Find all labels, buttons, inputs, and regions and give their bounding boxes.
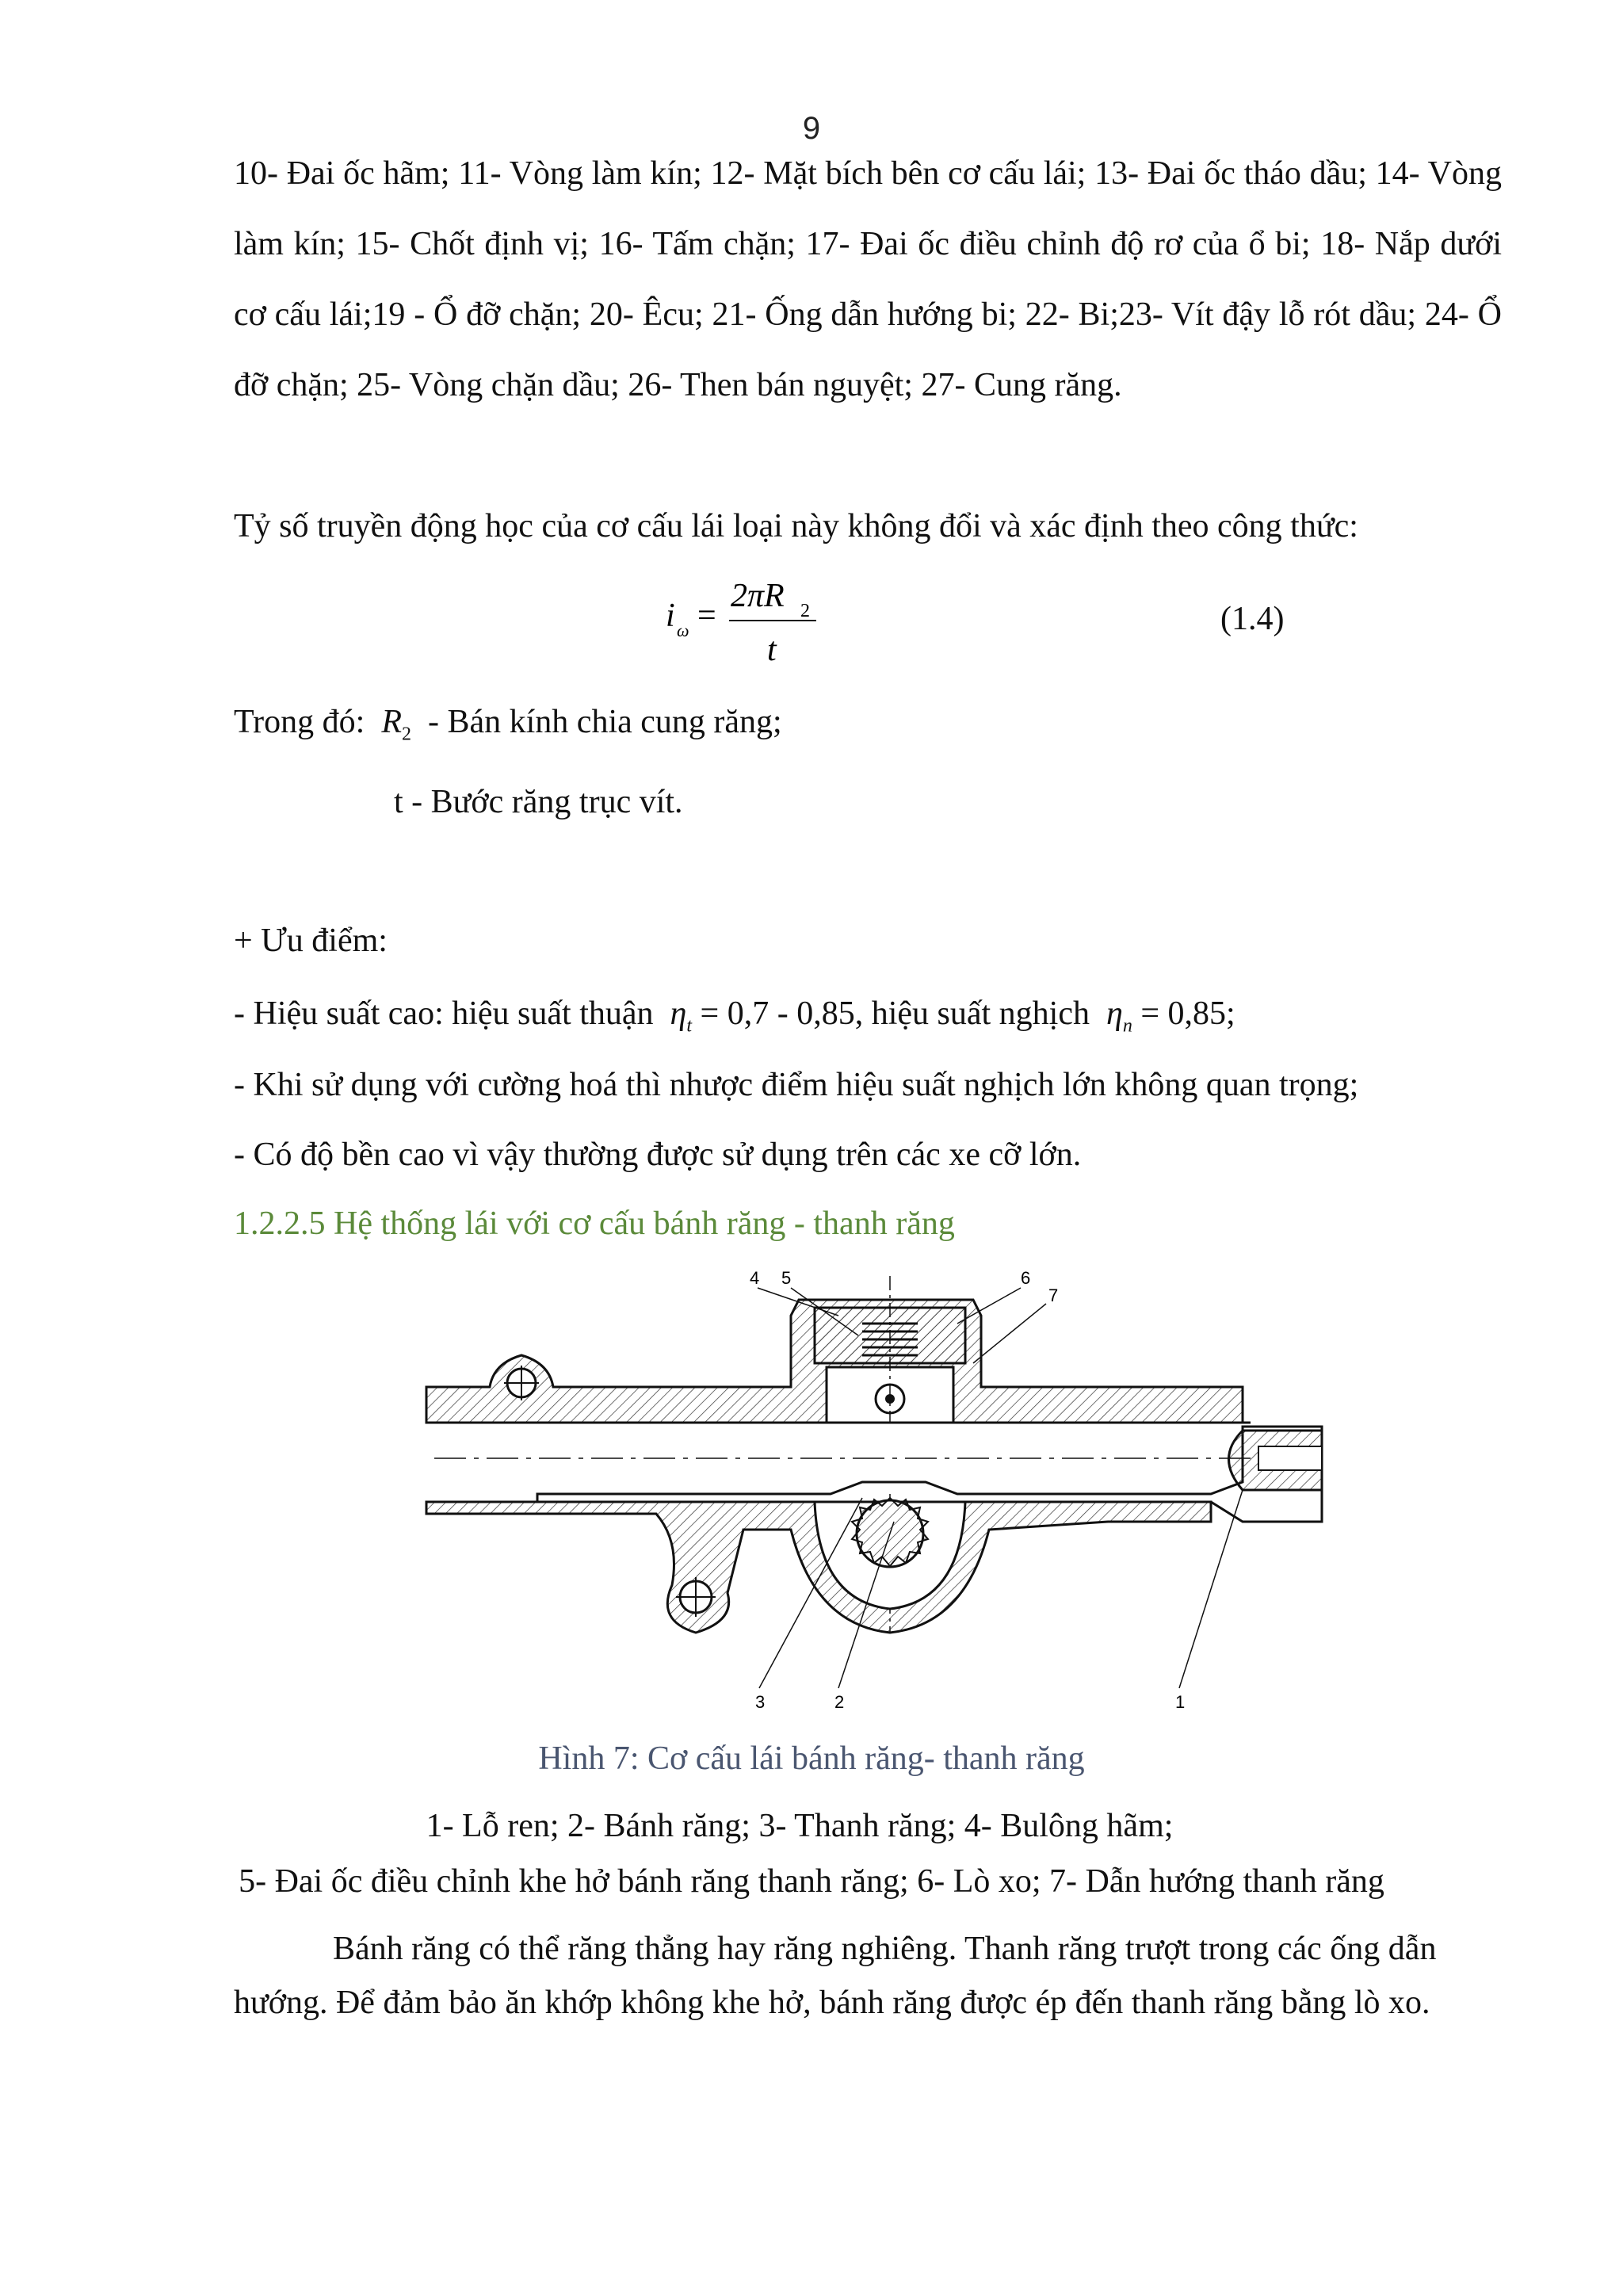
formula: [658, 567, 848, 678]
figure-caption-line2: 5- Đai ốc điều chỉnh khe hở bánh răng thanh răng; 6- Lò xo; 7- Dẫn hướng thanh răng: [239, 1863, 1384, 1900]
r2-sub: 2: [402, 724, 411, 745]
advantage-durability: - Có độ bền cao vì vậy thường được sử dụng trên các xe cỡ lớn.: [234, 1137, 1082, 1173]
legend-paragraph: 10- Đai ốc hãm; 11- Vòng làm kín; 12- Mặt bích bên cơ cấu lái; 13- Đai ốc tháo dầu; 14- Vòng làm kín; 15- Chốt định vị; 16- Tấm chặn; 17- Đai ốc điều chỉnh độ rơ của ổ bi; 18- Nắp dưới cơ cấu lái;19 - Ổ đỡ chặn; 20- Êcu; 21- Ống dẫn hướng bi; 22- Bi;23- Vít đậy lỗ rót dầu; 24- Ổ đỡ chặn; 25- Vòng chặn dầu; 26- Then bán nguyệt; 27- Cung răng.: [234, 155, 1502, 403]
formula-equals: =: [697, 598, 716, 634]
r2-description: - Bán kính chia cung răng;: [428, 704, 782, 740]
formula-numerator: 2πR: [731, 578, 785, 614]
formula-lhs-sub: ω: [677, 621, 689, 640]
figure-caption-line1: 1- Lỗ ren; 2- Bánh răng; 3- Thanh răng; 4- Bulông hãm;: [426, 1808, 1174, 1844]
formula-svg: [658, 567, 848, 678]
eff-prefix: - Hiệu suất cao: hiệu suất thuận: [234, 995, 654, 1032]
eta-t-sub: t: [686, 1015, 693, 1037]
description-paragraph: Bánh răng có thể răng thẳng hay răng nghiêng. Thanh răng trượt trong các ống dẫn hướng. Để đảm bảo ăn khớp không khe hở, bánh răng được ép đến thanh răng bằng lò xo.: [234, 1931, 1437, 2021]
figure-caption-title: Hình 7: Cơ cấu lái bánh răng- thanh răng: [538, 1740, 1085, 1777]
label-2: 2: [834, 1692, 845, 1712]
label-3: 3: [755, 1692, 766, 1712]
label-6: 6: [1021, 1268, 1031, 1288]
label-5: 5: [781, 1268, 792, 1288]
ratio-text: Tỷ số truyền động học của cơ cấu lái loại này không đổi và xác định theo công thức:: [234, 508, 1358, 544]
section-heading: 1.2.2.5 Hệ thống lái với cơ cấu bánh răng - thanh răng: [234, 1205, 955, 1242]
page-number: 9: [802, 111, 821, 146]
rack-pinion-figure: [418, 1260, 1330, 1716]
eta-t-symbol: η: [670, 995, 687, 1032]
where-intro: Trong đó:: [234, 704, 365, 740]
advantage-boost: - Khi sử dụng với cường hoá thì nhược điểm hiệu suất nghịch lớn không quan trọng;: [234, 1067, 1359, 1103]
eta-n-symbol: η: [1106, 995, 1123, 1032]
advantages-title: + Ưu điểm:: [234, 923, 388, 959]
label-4: 4: [750, 1268, 760, 1288]
r2-symbol: R: [381, 704, 402, 740]
label-1: 1: [1175, 1692, 1186, 1712]
eta-t-value: = 0,7 - 0,85, hiệu suất nghịch: [700, 995, 1090, 1032]
formula-numerator-sub: 2: [800, 601, 810, 621]
formula-denominator: t: [767, 632, 777, 668]
advantage-efficiency: [234, 995, 1235, 1037]
equation-number: (1.4): [1220, 601, 1285, 637]
where-r2-line: [234, 703, 782, 745]
label-7: 7: [1048, 1286, 1059, 1305]
rack-pinion-drawing: [418, 1260, 1330, 1716]
eta-n-sub: n: [1122, 1015, 1132, 1037]
eta-n-value: = 0,85;: [1140, 995, 1235, 1032]
where-t-line: t - Bước răng trục vít.: [394, 784, 683, 820]
formula-lhs-symbol: i: [666, 598, 675, 634]
